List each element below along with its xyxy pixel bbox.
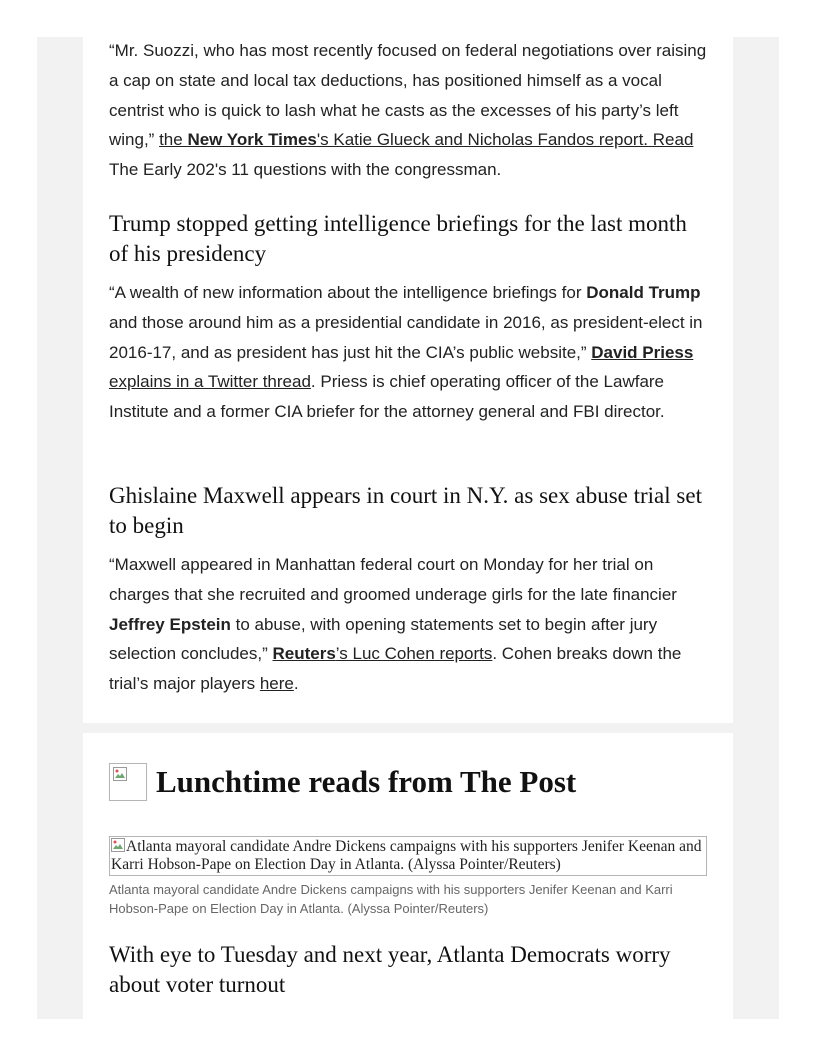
section-title: Lunchtime reads from The Post [156, 764, 577, 799]
suozzi-item [109, 36, 707, 185]
twitter-thread-link[interactable]: David Priess explains in a Twitter thread [109, 342, 694, 392]
suozzi-paragraph: “Mr. Suozzi, who has most recently focused on federal negotiations over raising a cap on state and local tax deductions, has positioned himself as a vocal centrist who is quick to lash what he casts as the excesses of his party’s left wing,” the New York Times's Katie Glueck and Nicholas Fandos report. Read The Early 202's 11 questions with the congressman. [109, 41, 707, 180]
photo-caption: Atlanta mayoral candidate Andre Dickens campaigns with his supporters Jenifer Keenan and Karri Hobson-Pape on Election Day in Atlanta. (Alyssa Pointer/Reuters) [109, 882, 673, 916]
reuters-report-link[interactable]: Reuters’s Luc Cohen reports [272, 644, 493, 664]
trump-headline: Trump stopped getting intelligence briefings for the last month of his presidency [109, 211, 687, 266]
here-link[interactable]: here [259, 674, 294, 694]
maxwell-headline: Ghislaine Maxwell appears in court in N.Y. as sex abuse trial set to begin [109, 483, 702, 538]
article-photo[interactable] [109, 836, 707, 876]
atlanta-headline[interactable]: With eye to Tuesday and next year, Atlanta Democrats worry about voter turnout [109, 942, 671, 997]
article-card [83, 37, 733, 723]
section-header [109, 763, 576, 801]
maxwell-paragraph: “Maxwell appeared in Manhattan federal court on Monday for her trial on charges that she recruited and groomed underage girls for the late financier Jeffrey Epstein to abuse, with opening statements set to begin after jury selection concludes,” Reuters’s Luc Cohen reports. Cohen breaks down the trial’s major players here. [109, 555, 682, 694]
trump-paragraph: “A wealth of new information about the intelligence briefings for Donald Trump and those around him as a presidential candidate in 2016, as president-elect in 2016-17, and as president has just hit the CIA’s public website,” David Priess explains in a Twitter thread. Priess is chief operating officer of the Lawfare Institute and a former CIA briefer for the attorney general and FBI director. [109, 283, 703, 422]
nyt-report-link[interactable]: the New York Times's Katie Glueck and Nicholas Fandos report. [159, 130, 649, 150]
read-link[interactable]: Read [648, 130, 694, 150]
photo-alt-text: Atlanta mayoral candidate Andre Dickens campaigns with his supporters Jenifer Keenan and Karri Hobson-Pape on Election Day in Atlanta. (Alyssa Pointer/Reuters) [111, 838, 702, 873]
lunchtime-reads-card [83, 733, 733, 1019]
broken-image-icon [109, 763, 147, 801]
maxwell-item [109, 481, 707, 699]
broken-photo-icon [111, 838, 125, 852]
atlanta-item [109, 940, 707, 999]
image-placeholder-icon [113, 767, 127, 781]
trump-item [109, 209, 707, 427]
